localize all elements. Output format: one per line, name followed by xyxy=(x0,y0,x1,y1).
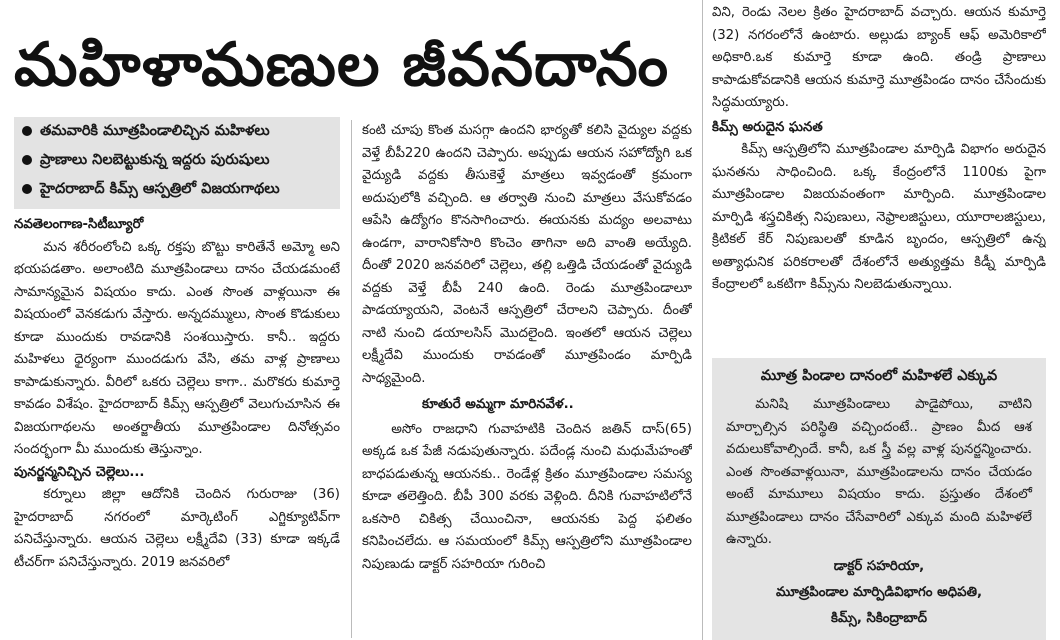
column-divider xyxy=(702,0,703,640)
quote-box xyxy=(712,358,1046,640)
bullet-icon xyxy=(22,184,32,194)
paragraph: కంటి చూపు కొంత మసగ్గా ఉందని భార్యతో కలిసి వైద్యుల వద్దకు వెళ్తే బీపీ220 ఉందని చెప్పారు. అప్పుడు ఆయన సహోద్యోగి ఒక వైద్యుడి వద్దకు తీసుకెళ్తే మాత్రలు ఇవ్వడంతో క్రమంగా అదుపులోకి వచ్చింది. ఆ తర్వాతి నుంచి మాత్రలు వేసుకోవడం ఆపేసి ఉద్యోగం కొనసాగించారు. ఈయనకు మద్యం అలవాటు ఉండగా, వారానికోసారి కొంచెం తాగినా అది వాంతి అయ్యేది. దీంతో 2020 జనవరిలో చెల్లెలు, తల్లి ఒత్తిడి చేయడంతో వైద్యుడి వద్దకు వెళ్తే బీపీ 240 ఉంది. రెండు మూత్రపిండాలూ పాడయ్యాయని, వెంటనే ఆస్పత్రిలో చేరాలని చెప్పారు. దీంతో నాటి నుంచి డయాలసిస్ మొదలైంది. ఇంతలో ఆయన చెల్లెలు లక్ష్మీదేవి ముందుకు రావడంతో మూత్రపిండం మార్పిడి సాధ్యమైంది. xyxy=(362,123,692,386)
paragraph: కర్నూలు జిల్లా ఆదోనికి చెందిన గురురాజు (36) హైదరాబాద్ నగరంలో మార్కెటింగ్ ఎగ్జిక్యూటివ్‌గా పనిచేస్తున్నారు. ఆయన చెల్లెలు లక్ష్మీదేవి (33) కూడా ఇక్కడే టీచర్‌గా పనిచేస్తున్నారు. 2019 జనవరిలో xyxy=(14,487,340,570)
highlights-box xyxy=(14,117,340,209)
highlight-text: ప్రాణాలు నిలబెట్టుకున్న ఇద్దరు పురుషులు xyxy=(40,152,270,168)
subhead: పునర్జన్మనిచ్చిన చెల్లెలు... xyxy=(14,464,145,480)
highlight-item xyxy=(14,117,340,146)
quote-box-body xyxy=(712,394,1046,552)
bullet-icon xyxy=(22,126,32,136)
highlight-item xyxy=(14,146,340,175)
highlight-text: హైదరాబాద్ కిమ్స్ ఆస్పత్రిలో విజయగాథలు xyxy=(40,181,280,197)
dateline: నవతెలంగాణ-సిటీబ్యూరో xyxy=(14,217,144,232)
paragraph: కిమ్స్ ఆస్పత్రిలోని మూత్రపిండాల మార్పిడి విభాగం అరుదైన ఘనతను సాధించింది. ఒక్క కేంద్రంలోనే 1100కు పైగా మూత్రపిండాల విజయవంతంగా మార్పింది. మూత్రపిండాల మార్పిడి శస్త్రచికిత్స నిపుణులు, నెఫ్రాలజిస్టులు, యూరాలజిస్టులు, క్రిటికల్ కేర్ నిపుణులతో కూడిన బృందం, ఆస్పత్రిలో ఉన్న అత్యాధునిక పరికరాలతో దేశంలోనే అత్యుత్తమ కిడ్నీ మార్పిడి కేంద్రాలలో ఒకటిగా కిమ్స్‌ను నిలబెడుతున్నాయి. xyxy=(712,142,1046,292)
paragraph: మన శరీరంలోంచి ఒక్క రక్తపు బొట్టు కారితేనే అమ్మో అని భయపడతాం. అలాంటిది మూత్రపిండాలు దానం చేయడమంటే సామాన్యమైన విషయం కాదు. ఎంత సొంత వాళ్లయినా ఈ విషయంలో వెనకడుగు వేస్తారు. అన్నదమ్ములు, సొంత కొడుకులు కూడా ముందుకు రావడానికి సంశయిస్తారు. కానీ.. ఇద్దరు మహిళలు ధైర్యంగా ముందడుగు వేసి, తమ వాళ్ల ప్రాణాలు కాపాడుకున్నారు. వీరిలో ఒకరు చెల్లెలు కాగా.. మరొకరు కుమార్తె కావడం విశేషం. హైదరాబాద్ కిమ్స్ ఆస్పత్రిలో వెలుగుచూసిన ఈ విజయగాథలను అంతర్జాతీయ మూత్రపిండాల దినోత్సవం సందర్భంగా మీ ముందుకు తెస్తున్నాం. xyxy=(14,239,340,457)
paragraph: మనిషి మూత్రపిండాలు పాడైపోయి, వాటిని మార్చాల్సిన పరిస్థితి వచ్చిందంటే.. ప్రాణం మీద ఆశ వదులుకోవాల్సిందే. కానీ, ఒక స్త్రీ వల్ల వాళ్ల పునర్జన్మించారు. ఎంత సొంతవాళ్లయినా, మూత్రపిండాలను దానం చేయడం అంటే మామూలు విషయం కాదు. ప్రస్తుతం దేశంలో మూత్రపిండాలు దానం చేసేవారిలో ఎక్కువ మంది మహిళలే ఉన్నారు. xyxy=(726,397,1032,547)
column-divider xyxy=(351,120,352,638)
paragraph: విని, రెండు నెలల క్రితం హైదరాబాద్ వచ్చారు. ఆయన కుమార్తె (32) నగరంలోనే ఉంటారు. అల్లుడు బ్యాంక్ ఆఫ్ అమెరికాలో అధికారి.ఒక కుమార్తె కూడా ఉంది. తండ్రి ప్రాణాలు కాపాడుకోవడానికి ఆయన కుమార్తె మూత్రపిండం దానం చేసేందుకు సిద్ధమయ్యారు. xyxy=(712,5,1046,110)
article-column-3 xyxy=(712,2,1046,358)
subhead: కూతురే అమ్మగా మారినవేళ.. xyxy=(422,397,574,412)
signature-role: మూత్రపిండాల మార్పిడివిభాగం అధిపతి, xyxy=(775,584,983,600)
highlight-text: తమవారికి మూత్రపిండాలిచ్చిన మహిళలు xyxy=(40,123,270,139)
article-column-1 xyxy=(14,214,340,638)
highlight-item xyxy=(14,175,340,204)
paragraph: అసోం రాజధాని గువాహటికి చెందిన జతిన్ దాస్(65) అక్కడ ఒక పేజీ నడుపుతున్నారు. పదేండ్ల నుంచి మధుమేహంతో బాధపడుతున్న ఆయనకు.. రెండేళ్ల క్రితం మూత్రపిండాల సమస్య కూడా తలెత్తింది. బీపీ 300 వరకు వెళ్లింది. దీనికి గువాహటిలోనే ఒకసారి చికిత్స చేయించినా, ఆయనకు పెద్ద ఫలితం కనిపించలేదు. ఆ సమయంలో కిమ్స్ ఆస్పత్రిలోని మూత్రపిండాల నిపుణుడు డాక్టర్ సహరియా గురించి xyxy=(362,421,692,572)
article-column-2 xyxy=(362,120,692,638)
subhead: కిమ్స్ అరుదైన ఘనత xyxy=(712,119,823,135)
signature-place: కిమ్స్, సికింద్రాబాద్ xyxy=(831,610,927,626)
bullet-icon xyxy=(22,155,32,165)
quote-box-title: మూత్ర పిండాల దానంలో మహిళలే ఎక్కువ xyxy=(760,368,998,384)
signature-name: డాక్టర్ సహరియా, xyxy=(833,558,925,574)
headline: మహిళామణుల జీవనదానం xyxy=(14,30,670,100)
